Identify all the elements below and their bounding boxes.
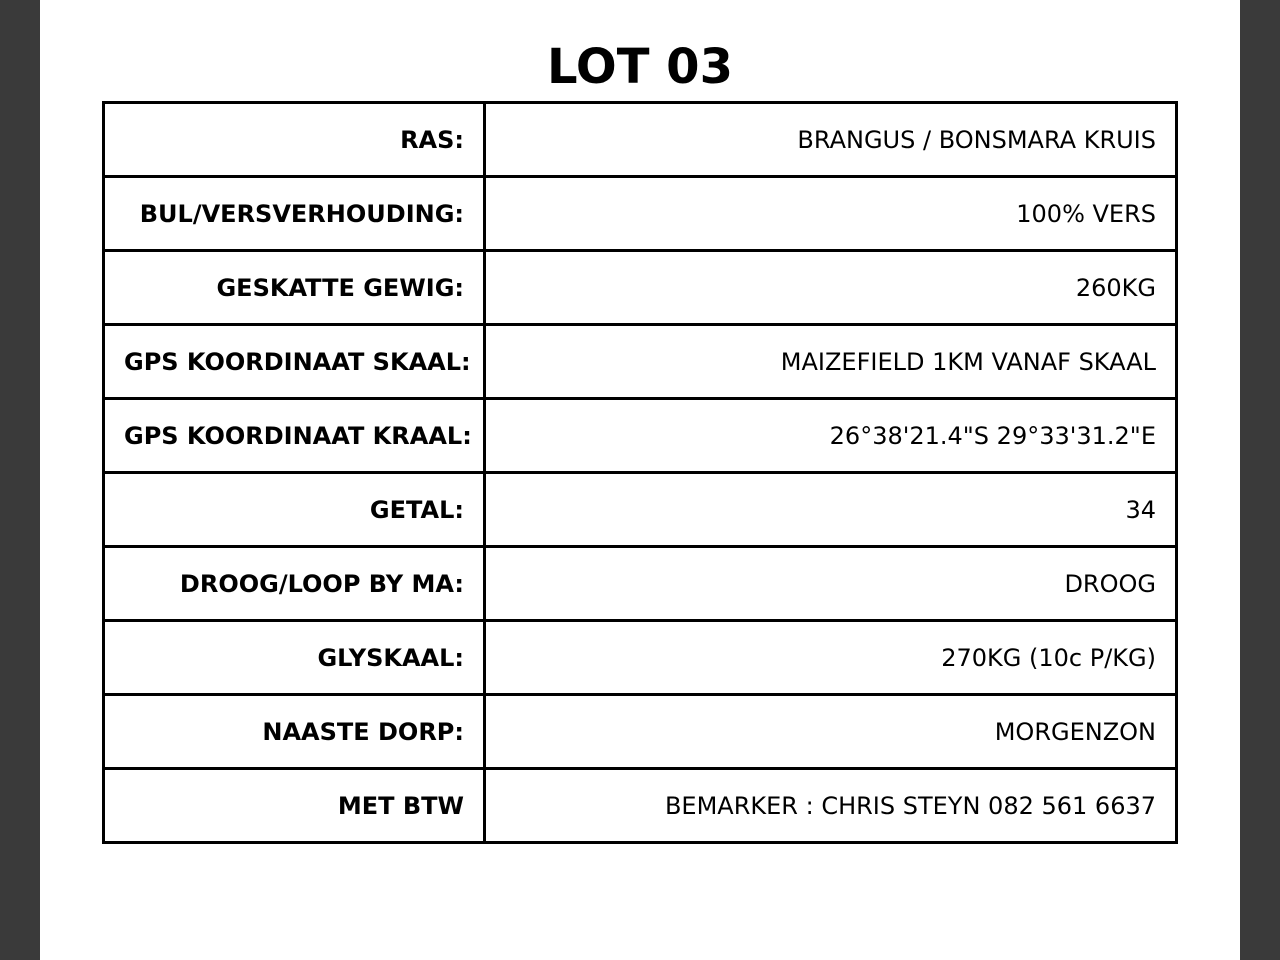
table-row — [104, 547, 1177, 621]
table-row — [104, 325, 1177, 399]
row-label: GLYSKAAL: — [104, 621, 485, 695]
row-label: MET BTW — [104, 769, 485, 843]
row-value: 34 — [485, 473, 1177, 547]
row-label: RAS: — [104, 103, 485, 177]
row-label: GPS KOORDINAAT KRAAL: — [104, 399, 485, 473]
table-row — [104, 177, 1177, 251]
row-value: 270KG (10c P/KG) — [485, 621, 1177, 695]
row-value: 100% VERS — [485, 177, 1177, 251]
table-row — [104, 251, 1177, 325]
row-value: DROOG — [485, 547, 1177, 621]
page-title: LOT 03 — [547, 39, 733, 95]
row-label: GETAL: — [104, 473, 485, 547]
lot-sheet — [40, 0, 1240, 960]
lot-details-table — [102, 101, 1178, 844]
row-value: MAIZEFIELD 1KM VANAF SKAAL — [485, 325, 1177, 399]
table-row — [104, 695, 1177, 769]
row-value: 260KG — [485, 251, 1177, 325]
row-label: BUL/VERSVERHOUDING: — [104, 177, 485, 251]
row-label: GPS KOORDINAAT SKAAL: — [104, 325, 485, 399]
row-value: 26°38'21.4"S 29°33'31.2"E — [485, 399, 1177, 473]
table-row — [104, 621, 1177, 695]
table-row — [104, 399, 1177, 473]
row-label: DROOG/LOOP BY MA: — [104, 547, 485, 621]
table-row — [104, 769, 1177, 843]
row-label: GESKATTE GEWIG: — [104, 251, 485, 325]
row-value: MORGENZON — [485, 695, 1177, 769]
table-row — [104, 103, 1177, 177]
row-label: NAASTE DORP: — [104, 695, 485, 769]
row-value: BRANGUS / BONSMARA KRUIS — [485, 103, 1177, 177]
table-row — [104, 473, 1177, 547]
row-value: BEMARKER : CHRIS STEYN 082 561 6637 — [485, 769, 1177, 843]
